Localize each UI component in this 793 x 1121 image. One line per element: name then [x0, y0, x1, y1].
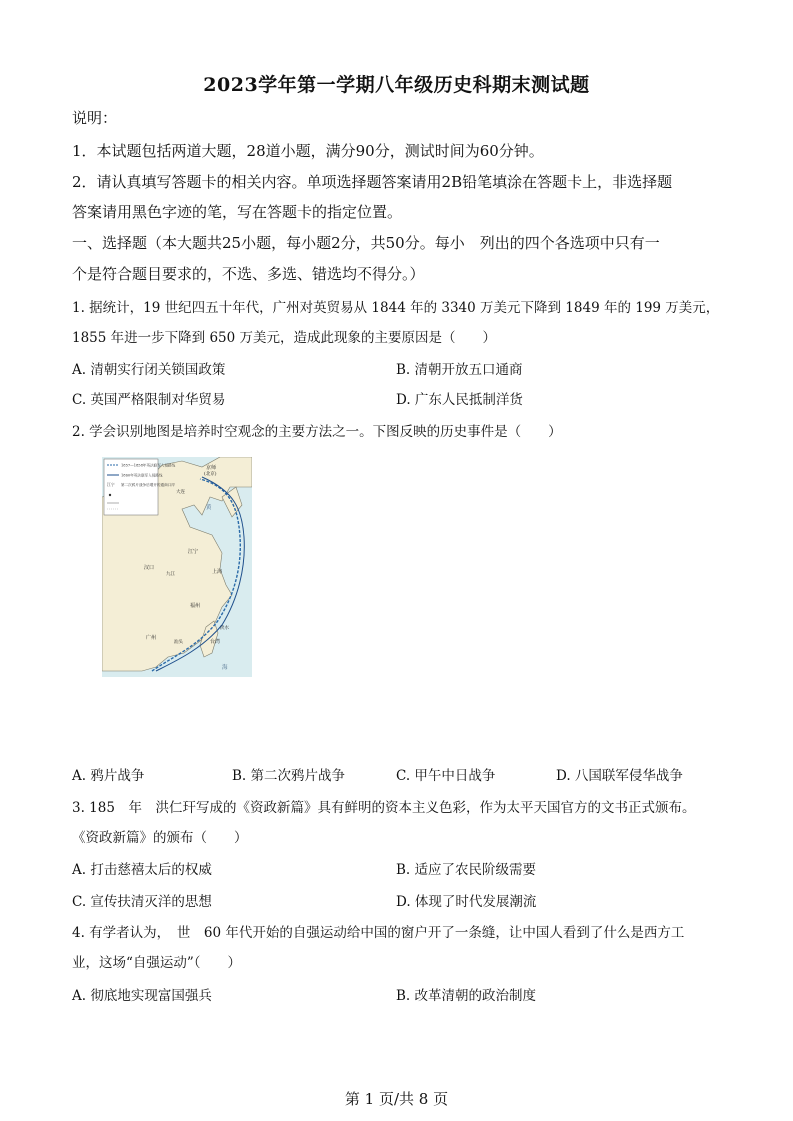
q3-option-c: C. 宣传扶清灭洋的思想: [72, 894, 212, 910]
q3-stem-line-1: 3. 185 年 洪仁玕写成的《资政新篇》具有鲜明的资本主义色彩，作为太平天国官方的文书正式颁布。: [72, 800, 696, 816]
page-number: 第 1 页/共 8 页: [344, 1090, 449, 1108]
q1-stem-line-1: 1. 据统计，19 世纪四五十年代，广州对英贸易从 1844 年的 3340 万美元下降到 1849 年的 199 万美元，: [72, 300, 720, 316]
map-label-hankou: 汉口: [144, 565, 155, 571]
map-label-beijing-2: (北京): [204, 472, 217, 477]
notes-item-2-line-2: 答案请用黑色字迹的笔，写在答题卡的指定位置。: [72, 203, 403, 221]
map-label-jiujiang: 九江: [166, 572, 175, 577]
map-label-dalian: 大连: [176, 490, 185, 495]
q2-option-b: B. 第二次鸦片战争: [232, 768, 346, 784]
exam-title: 2023学年第一学期八年级历史科期末测试题: [203, 74, 590, 96]
q1-option-c: C. 英国严格限制对华贸易: [72, 392, 226, 408]
q1-option-d: D. 广东人民抵制洋货: [396, 392, 523, 408]
q1-option-b: B. 清朝开放五口通商: [396, 362, 523, 378]
legend-text-3: 江宁: [107, 482, 115, 487]
legend-text-2: 1860年英法联军入侵路线: [121, 473, 163, 478]
notes-item-1: 1．本试题包括两道大题，28道小题，满分90分，测试时间为60分钟。: [72, 142, 544, 160]
map-label-fuzhou: 福州: [190, 603, 201, 609]
section-1-intro-line-1: 一、选择题（本大题共25小题，每小题2分，共50分。每小 列出的四个各选项中只有一: [72, 234, 660, 252]
notes-heading: 说明：: [72, 109, 118, 127]
map-label-shanghai: 上海: [212, 569, 223, 575]
legend-dot: [109, 494, 111, 496]
map-label-shantou: 汕头: [174, 640, 183, 645]
legend-text-1: 1857—1858年英法联军入侵路线: [121, 463, 176, 468]
q2-stem: 2. 学会识别地图是培养时空观念的主要方法之一。下图反映的历史事件是（ ）: [72, 424, 562, 440]
q4-option-b: B. 改革清朝的政治制度: [396, 988, 537, 1004]
q1-stem-line-2: 1855 年进一步下降到 650 万美元，造成此现象的主要原因是（ ）: [72, 330, 496, 346]
q3-option-d: D. 体现了时代发展潮流: [396, 894, 537, 910]
section-1-intro-line-2: 个是符合题目要求的，不选、多选、错选均不得分。）: [72, 265, 425, 283]
q2-option-a: A. 鸦片战争: [72, 768, 145, 784]
map-label-beijing: 京师: [206, 465, 217, 471]
notes-item-2-line-1: 2．请认真填写答题卡的相关内容。单项选择题答案请用2B铅笔填涂在答题卡上，非选择题: [72, 173, 673, 191]
q3-stem-line-2: 《资政新篇》的颁布（ ）: [72, 830, 248, 846]
map-label-hai: 海: [222, 665, 228, 671]
map-label-danshui: 淡水: [220, 626, 229, 631]
q3-option-b: B. 适应了农民阶级需要: [396, 862, 537, 878]
q4-stem-line-1: 4. 有学者认为， 世 60 年代开始的自强运动给中国的窗户开了一条缝，让中国人看到了什么是西方工: [72, 925, 685, 941]
q3-option-a: A. 打击慈禧太后的权威: [72, 862, 212, 878]
map-label-taiwan: 台湾: [210, 639, 221, 645]
q4-option-a: A. 彻底地实现富国强兵: [72, 988, 212, 1004]
map-label-huang: 黄: [206, 505, 212, 511]
q2-option-d: D. 八国联军侵华战争: [556, 768, 683, 784]
map-label-jiangning: 江宁: [188, 549, 199, 555]
q1-option-a: A. 清朝实行闭关锁国政策: [72, 362, 226, 378]
map-label-guangzhou: 广州: [146, 635, 157, 641]
second-opium-war-map: [102, 457, 252, 677]
q2-option-c: C. 甲午中日战争: [396, 768, 496, 784]
legend-text-4: 第二次鸦片战争后增开的通商口岸: [121, 483, 175, 487]
q4-stem-line-2: 业，这场“自强运动”（ ）: [72, 955, 242, 971]
